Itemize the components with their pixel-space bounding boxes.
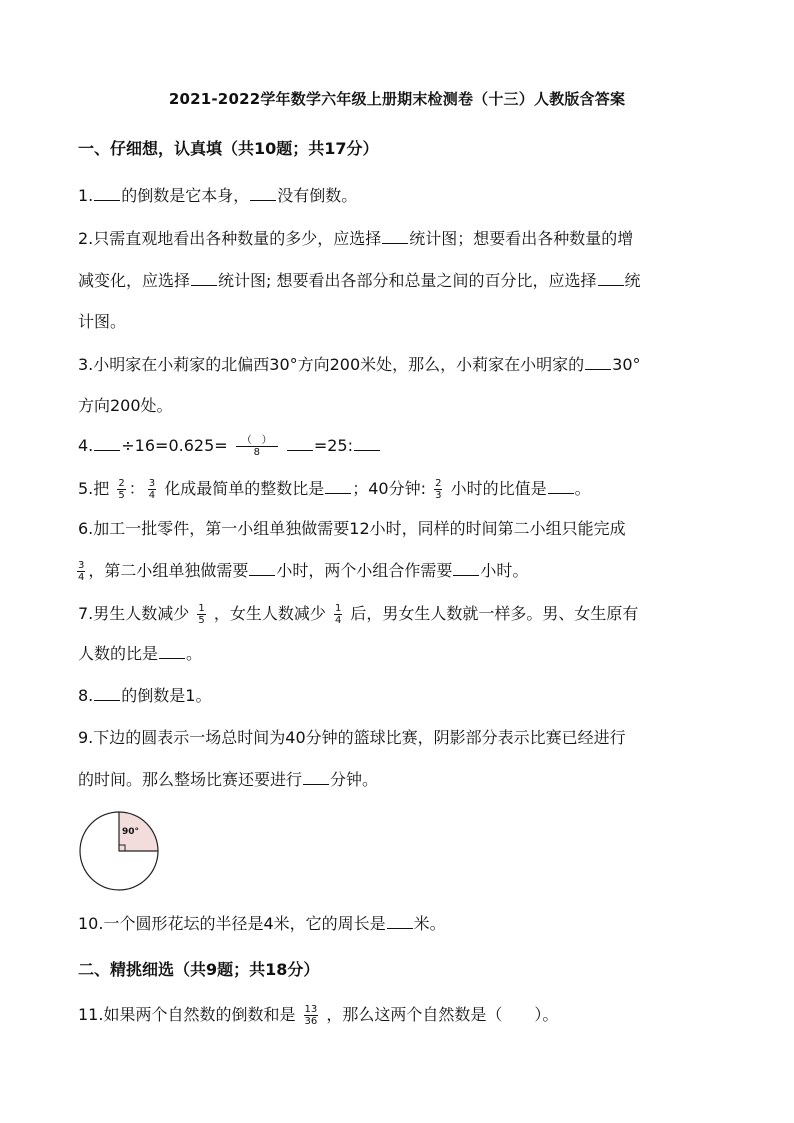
answer-blank[interactable] [249, 561, 275, 576]
answer-blank[interactable] [387, 914, 413, 929]
fraction: $\frac{2}{5}$ [118, 478, 125, 501]
answer-blank[interactable] [94, 186, 120, 201]
fraction: $\frac{( )}{8}$ [236, 435, 278, 458]
answer-blank[interactable] [159, 644, 185, 659]
page-title: 2021-2022学年数学六年级上册期末检测卷（十三）人教版含答案 [168, 90, 626, 108]
fraction: $\frac{3}{4}$ [148, 478, 156, 501]
question-4: 4. ÷16=0.625= $\frac{( )}{8}$ =25: [78, 435, 381, 458]
fraction: $\frac{1}{5}$ [198, 603, 205, 626]
answer-blank[interactable] [453, 561, 479, 576]
answer-blank[interactable] [94, 436, 120, 451]
question-2-line-1: 2.只需直观地看出各种数量的多少，应选择 统计图；想要看出各种数量的增 [78, 229, 634, 248]
answer-blank[interactable] [191, 271, 217, 286]
question-9-line-2: 的时间。那么整场比赛还要进行 分钟。 [78, 770, 379, 789]
question-2-line-2: 减变化，应选择 统计图; 想要看出各部分和总量之间的百分比，应选择 统 [78, 271, 641, 290]
question-5: 5.把 $\frac{2}{5}$ ： $\frac{3}{4}$ 化成最简单的整数比是 ；40分钟: $\frac{2}{3}$ 小时的比值是 。 [78, 478, 591, 501]
question-3-line-1: 3.小明家在小莉家的北偏西30°方向200米处，那么，小莉家在小明家的 30° [78, 355, 641, 374]
question-1: 1. 的倒数是它本身， 没有倒数。 [78, 186, 358, 205]
section-heading-1: 一、仔细想，认真填（共10题；共17分） [78, 139, 379, 158]
answer-blank[interactable] [598, 271, 624, 286]
angle-label: 90° [122, 827, 140, 837]
question-3-line-2: 方向200处。 [78, 396, 173, 415]
answer-blank[interactable] [250, 186, 276, 201]
question-7-line-1: 7.男生人数减少 $\frac{1}{5}$ ，女生人数减少 $\frac{1}{4}$ 后，男女生人数就一样多。男、女生原有 [78, 603, 639, 626]
answer-blank[interactable] [585, 355, 611, 370]
question-7-line-2: 人数的比是 。 [78, 644, 203, 663]
question-11: 11.如果两个自然数的倒数和是 $\frac{13}{36}$ ，那么这两个自然数是（ ）。 [78, 1004, 559, 1027]
fraction: $\frac{3}{4}$ [78, 560, 85, 583]
fraction: $\frac{1}{4}$ [334, 603, 342, 626]
answer-blank[interactable] [382, 229, 408, 244]
answer-blank[interactable] [325, 479, 351, 494]
question-9-line-1: 9.下边的圆表示一场总时间为40分钟的篮球比赛，阴影部分表示比赛已经进行 [78, 728, 626, 747]
question-6-line-2: $\frac{3}{4}$ ，第二小组单独做需要 小时，两个小组合作需要 小时。 [78, 560, 529, 583]
fraction: $\frac{2}{3}$ [435, 478, 442, 501]
answer-blank[interactable] [548, 479, 574, 494]
game-time-circle-diagram [76, 808, 162, 898]
answer-blank[interactable] [354, 436, 380, 451]
answer-blank[interactable] [303, 770, 329, 785]
question-8: 8. 的倒数是1。 [78, 686, 212, 705]
question-6-line-1: 6.加工一批零件，第一小组单独做需要12小时，同样的时间第二小组只能完成 [78, 519, 626, 538]
question-10: 10.一个圆形花坛的半径是4米，它的周长是 米。 [78, 914, 446, 933]
section-heading-2: 二、精挑细选（共9题；共18分） [78, 960, 320, 979]
fraction: $\frac{13}{36}$ [304, 1004, 318, 1027]
answer-blank[interactable] [94, 686, 120, 701]
question-2-line-3: 计图。 [78, 312, 127, 331]
answer-blank[interactable] [287, 436, 313, 451]
